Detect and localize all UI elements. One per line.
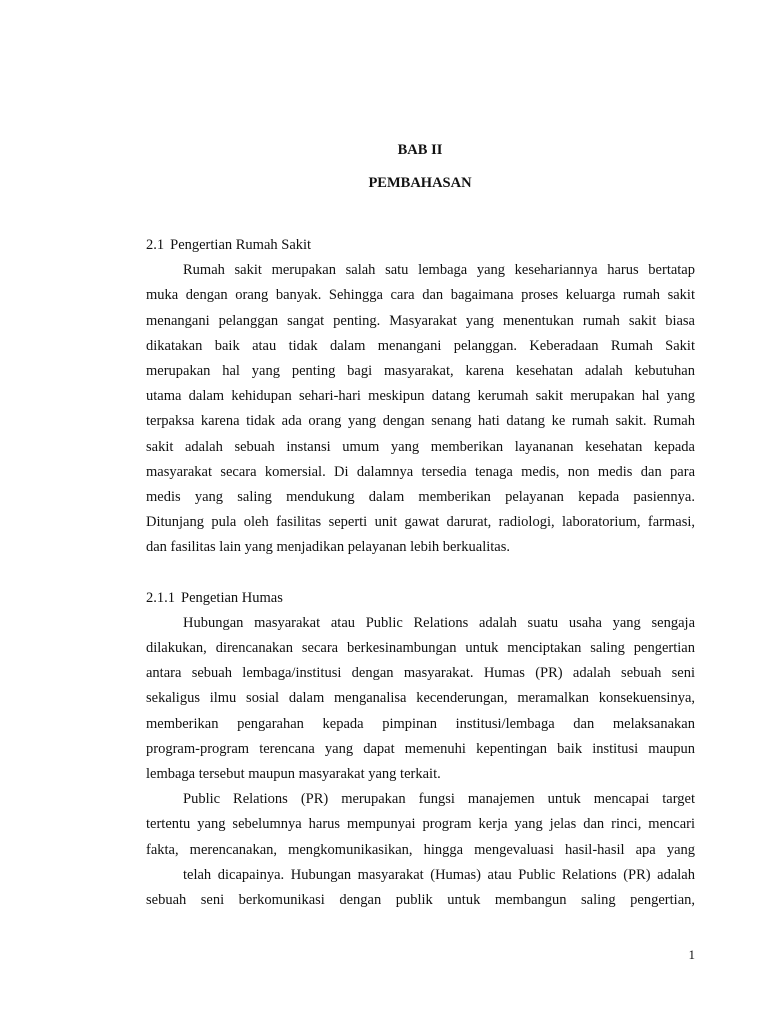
text-line: program-program terencana yang dapat memenuhi kepentingan baik institusi maupun (146, 740, 695, 757)
text-line: sekaligus ilmu sosial dalam menganalisa kecenderungan, meramalkan konsekuensinya, (146, 690, 695, 707)
chapter-title: BAB II (397, 142, 443, 158)
text-line: merupakan hal yang penting bagi masyarakat, karena kesehatan adalah kebutuhan (146, 363, 695, 380)
text-line: dikatakan baik atau tidak dalam menangani pelanggan. Keberadaan Rumah Sakit (146, 337, 695, 354)
section-2-1-1 (146, 586, 695, 914)
text-line: dilakukan, direncanakan secara berkesinambungan untuk menciptakan saling pengertian (146, 640, 695, 657)
text-line: masyarakat secara komersial. Di dalamnya tersedia tenaga medis, non medis dan para (146, 463, 695, 480)
text-line: sebuah seni berkomunikasi dengan publik untuk membangun saling pengertian, (146, 892, 695, 909)
section-title: Pengertian Rumah Sakit (170, 237, 312, 253)
text-line: memberikan pengarahan kepada pimpinan institusi/lembaga dan melaksanakan (146, 715, 695, 732)
section-heading (146, 586, 695, 611)
text-line: Ditunjang pula oleh fasilitas seperti unit gawat darurat, radiologi, laboratorium, farmasi, (146, 514, 695, 531)
text-line: tertentu yang sebelumnya harus mempunyai program kerja yang jelas dan rinci, mencari (146, 816, 695, 833)
page-number: 1 (688, 947, 695, 962)
paragraph (146, 611, 695, 787)
paragraph (146, 258, 695, 560)
chapter-subtitle: PEMBAHASAN (368, 175, 472, 191)
text-line: dan fasilitas lain yang menjadikan pelayanan lebih berkualitas. (146, 539, 510, 556)
section-heading (146, 233, 695, 258)
text-line: utama dalam kehidupan sehari-hari meskipun datang kerumah sakit merupakan hal yang (146, 388, 695, 405)
section-spacer (146, 561, 695, 586)
text-line: terpaksa karena tidak ada orang yang dengan senang hati datang ke rumah sakit. Rumah (146, 413, 695, 430)
text-line: menangani pelanggan sangat penting. Masyarakat yang menentukan rumah sakit biasa (146, 312, 695, 329)
text-line: sakit adalah sebuah instansi umum yang memberikan layananan kesehatan kepada (146, 438, 695, 455)
section-number: 2.1.1 (146, 589, 175, 606)
section-title: Pengetian Humas (181, 589, 283, 606)
text-line: muka dengan orang banyak. Sehingga cara dan bagaimana proses keluarga rumah sakit (146, 287, 695, 304)
text-line: medis yang saling mendukung dalam memberikan pelayanan kepada pasiennya. (146, 489, 695, 506)
document-body (146, 233, 695, 913)
text-line: fakta, merencanakan, mengkomunikasikan, hingga mengevaluasi hasil-hasil apa yang (146, 841, 695, 858)
text-line: Rumah sakit merupakan salah satu lembaga yang kesehariannya harus bertatap (183, 262, 695, 279)
text-line: telah dicapainya. Hubungan masyarakat (Humas) atau Public Relations (PR) adalah (183, 866, 695, 883)
paragraph (146, 787, 695, 913)
text-line: Public Relations (PR) merupakan fungsi manajemen untuk mencapai target (183, 791, 695, 808)
text-line: lembaga tersebut maupun masyarakat yang terkait. (146, 766, 441, 783)
text-line: antara sebuah lembaga/institusi dengan masyarakat. Humas (PR) adalah sebuah seni (146, 665, 695, 682)
text-line: Hubungan masyarakat atau Public Relations adalah suatu usaha yang sengaja (183, 614, 695, 631)
section-number: 2.1 (146, 237, 165, 253)
section-2-1 (146, 233, 695, 561)
